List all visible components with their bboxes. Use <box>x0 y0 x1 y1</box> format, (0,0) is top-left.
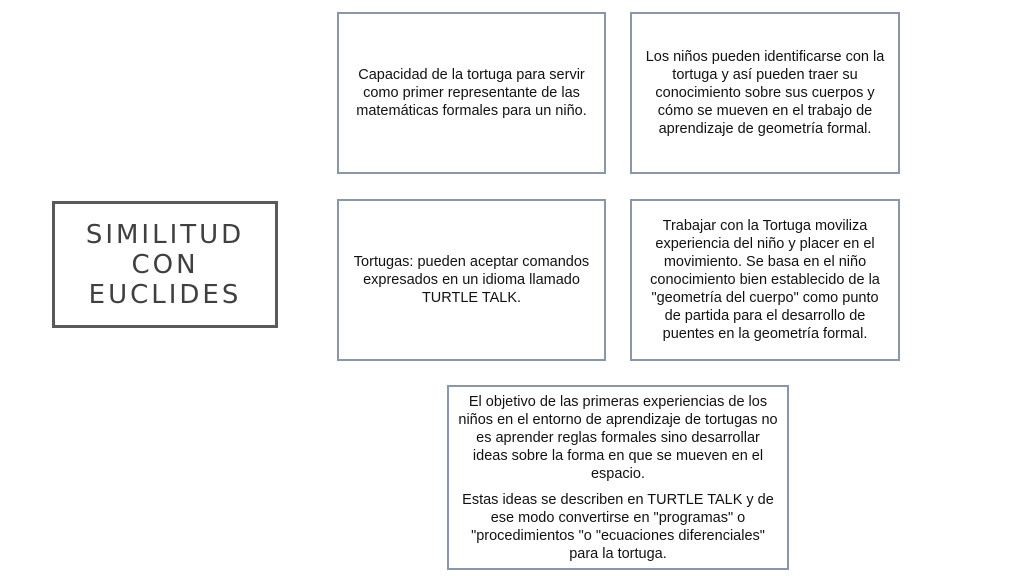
box-turtle-representative <box>337 12 606 174</box>
box-text: Tortugas: pueden aceptar comandos expresados en un idioma llamado TURTLE TALK. <box>353 254 590 306</box>
box-text-paragraph-1: El objetivo de las primeras experiencias de los niños en el entorno de aprendizaje de tortugas no es aprender reglas formales sino desarrollar ideas sobre la forma en que se mueven en el espacio. <box>458 393 778 482</box>
box-body-identification <box>630 12 900 174</box>
box-turtle-talk <box>337 199 606 361</box>
title-line-3: EUCLIDES <box>88 279 242 310</box>
box-text: Trabajar con la Tortuga moviliza experiencia del niño y placer en el movimiento. Se basa en el niño conocimiento bien establecido de la "geometría del cuerpo" como punto de partida para el desarrollo de puentes en la geometría formal. <box>650 218 880 342</box>
box-text-paragraph-2: Estas ideas se describen en TURTLE TALK y de ese modo convertirse en "programas" o "procedimientos "o "ecuaciones diferenciales" para la tortuga. <box>462 491 774 562</box>
title-line-2: CON <box>131 249 199 280</box>
box-body-geometry <box>630 199 900 361</box>
title-line-1: SIMILITUD <box>85 219 245 250</box>
box-text: Los niños pueden identificarse con la tortuga y así pueden traer su conocimiento sobre sus cuerpos y cómo se mueven en el trabajo de aprendizaje de geometría formal. <box>645 49 885 137</box>
box-text: Capacidad de la tortuga para servir como primer representante de las matemáticas formales para un niño. <box>356 67 587 119</box>
title-box <box>52 201 278 328</box>
box-learning-objective <box>447 385 789 570</box>
